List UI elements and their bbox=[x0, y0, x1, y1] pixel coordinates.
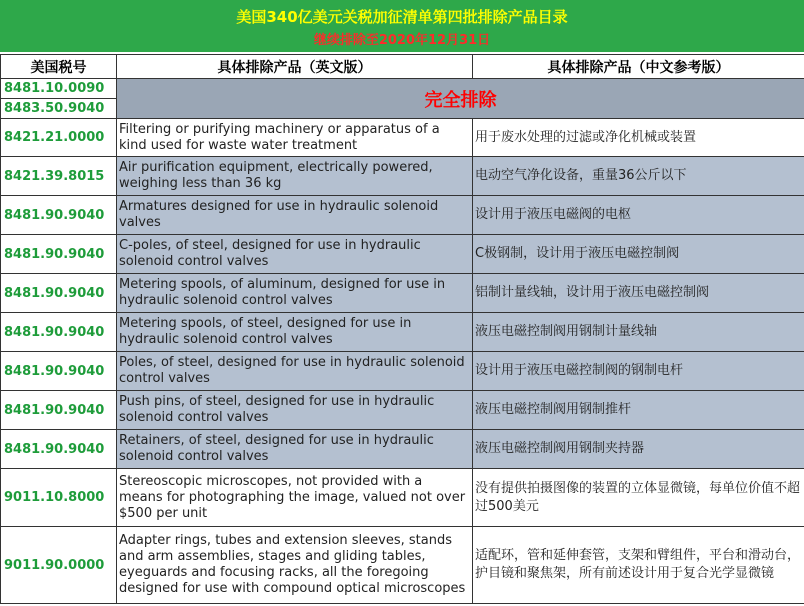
product-description-chinese: 设计用于液压电磁阀的电枢 bbox=[473, 196, 804, 235]
table-row bbox=[1, 235, 804, 274]
tariff-code: 8481.90.9040 bbox=[1, 313, 117, 352]
product-description-chinese: 液压电磁控制阀用钢制计量线轴 bbox=[473, 313, 804, 352]
tariff-code: 8421.21.0000 bbox=[1, 119, 117, 157]
column-header-chinese: 具体排除产品（中文参考版） bbox=[473, 55, 804, 79]
table-row bbox=[1, 391, 804, 430]
tariff-code: 9011.90.0000 bbox=[1, 527, 117, 604]
product-description-english: C-poles, of steel, designed for use in hydraulic solenoid control valves bbox=[117, 235, 473, 274]
document-title: 美国340亿美元关税加征清单第四批排除产品目录 bbox=[236, 8, 568, 26]
exclusion-table bbox=[0, 54, 804, 604]
product-description-chinese: 液压电磁控制阀用钢制夹持器 bbox=[473, 430, 804, 469]
tariff-code: 8481.90.9040 bbox=[1, 352, 117, 391]
tariff-code: 8481.90.9040 bbox=[1, 430, 117, 469]
tariff-code: 8481.90.9040 bbox=[1, 235, 117, 274]
product-description-chinese: 铝制计量线轴，设计用于液压电磁控制阀 bbox=[473, 274, 804, 313]
table-row bbox=[1, 196, 804, 235]
product-description-chinese: 用于废水处理的过滤或净化机械或装置 bbox=[473, 119, 804, 157]
table-row bbox=[1, 313, 804, 352]
product-description-english: Armatures designed for use in hydraulic solenoid valves bbox=[117, 196, 473, 235]
document-subtitle: 继续排除至2020年12月31日 bbox=[313, 33, 491, 48]
product-description-chinese: 没有提供拍摄图像的装置的立体显微镜，每单位价值不超过500美元 bbox=[473, 469, 804, 527]
product-description-english: Push pins, of steel, designed for use in hydraulic solenoid control valves bbox=[117, 391, 473, 430]
product-description-english: Poles, of steel, designed for use in hydraulic solenoid control valves bbox=[117, 352, 473, 391]
table-row bbox=[1, 274, 804, 313]
tariff-code: 8421.39.8015 bbox=[1, 157, 117, 196]
table-row bbox=[1, 157, 804, 196]
product-description-english: Stereoscopic microscopes, not provided with a means for photographing the image, valued not over $500 per unit bbox=[117, 469, 473, 527]
table-row bbox=[1, 469, 804, 527]
product-description-chinese: 设计用于液压电磁控制阀的钢制电杆 bbox=[473, 352, 804, 391]
product-description-english: Metering spools, of steel, designed for use in hydraulic solenoid control valves bbox=[117, 313, 473, 352]
column-header-english: 具体排除产品（英文版） bbox=[117, 55, 473, 79]
column-header-code: 美国税号 bbox=[1, 55, 117, 79]
full-exclusion-label: 完全排除 bbox=[117, 79, 804, 119]
table-row bbox=[1, 119, 804, 157]
table-header-row bbox=[1, 55, 804, 79]
tariff-code: 8481.90.9040 bbox=[1, 391, 117, 430]
product-description-english: Filtering or purifying machinery or apparatus of a kind used for waste water treatment bbox=[117, 119, 473, 157]
tariff-code: 9011.10.8000 bbox=[1, 469, 117, 527]
product-description-chinese: 液压电磁控制阀用钢制推杆 bbox=[473, 391, 804, 430]
product-description-chinese: C极钢制，设计用于液压电磁控制阀 bbox=[473, 235, 804, 274]
full-exclusion-row bbox=[1, 79, 804, 119]
product-description-english: Air purification equipment, electrically powered, weighing less than 36 kg bbox=[117, 157, 473, 196]
table-row bbox=[1, 352, 804, 391]
product-description-english: Retainers, of steel, designed for use in hydraulic solenoid control valves bbox=[117, 430, 473, 469]
tariff-code: 8481.90.9040 bbox=[1, 196, 117, 235]
tariff-code: 8483.50.9040 bbox=[1, 98, 116, 118]
tariff-code: 8481.10.0090 bbox=[4, 81, 105, 96]
product-description-english: Adapter rings, tubes and extension sleeves, stands and arm assemblies, stages and gliding tables, eyeguards and focusing racks, all the foregoing designed for use with compound optical microscopes bbox=[117, 527, 473, 604]
table-row bbox=[1, 430, 804, 469]
tariff-code: 8481.90.9040 bbox=[1, 274, 117, 313]
product-description-chinese: 电动空气净化设备，重量36公斤以下 bbox=[473, 157, 804, 196]
header-banner bbox=[0, 0, 804, 52]
product-description-chinese: 适配环，管和延伸套管，支架和臂组件，平台和滑动台，护目镜和聚焦架，所有前述设计用于复合光学显微镜 bbox=[473, 527, 804, 604]
table-row bbox=[1, 527, 804, 604]
full-exclusion-codes bbox=[1, 79, 117, 119]
product-description-english: Metering spools, of aluminum, designed for use in hydraulic solenoid control valves bbox=[117, 274, 473, 313]
